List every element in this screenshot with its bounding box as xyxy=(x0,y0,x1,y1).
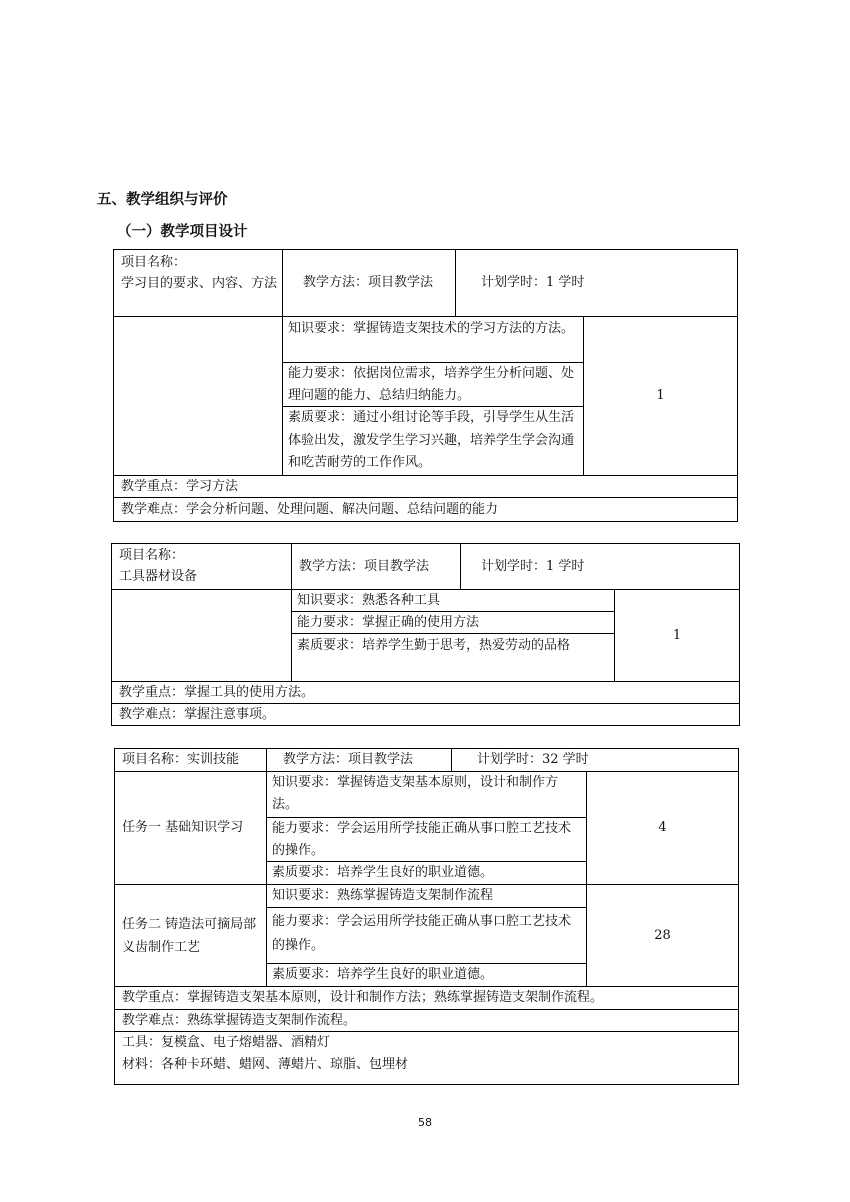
table3-method: 教学方法：项目教学法 xyxy=(283,752,414,767)
table3-key-point: 教学重点：掌握铸造支架基本原则，设计和制作方法；熟练掌握铸造支架制作流程。 xyxy=(122,990,604,1005)
table2-hours: 计划学时：1 学时 xyxy=(481,558,585,574)
table1-difficulty: 教学难点：学会分析问题、处理问题、解决问题、总结问题的能力 xyxy=(121,501,499,517)
table1-method: 教学方法：项目教学法 xyxy=(303,275,434,290)
task1-count: 4 xyxy=(658,820,667,835)
table1-key-point: 教学重点：学习方法 xyxy=(121,478,239,494)
task1-name: 任务一 基础知识学习 xyxy=(122,820,244,835)
task2-ability: 能力要求：学会运用所学技能正确从事口腔工艺技术的操作。 xyxy=(272,914,572,953)
table1-project-name: 项目名称： 学习目的要求、内容、方法 xyxy=(121,255,278,291)
page-number: 58 xyxy=(418,1116,432,1129)
table1-quality: 素质要求：通过小组讨论等手段，引导学生从生活体验出发，激发学生学习兴趣，培养学生学会沟通和吃苦耐劳的工作作风。 xyxy=(288,410,575,470)
task1-knowledge: 知识要求：掌握铸造支架基本原则，设计和制作方法。 xyxy=(272,775,559,812)
table2-key-point: 教学重点：掌握工具的使用方法。 xyxy=(119,684,315,700)
section-title: 五、教学组织与评价 xyxy=(97,192,228,208)
table3-project-name: 项目名称：实训技能 xyxy=(122,752,240,767)
task1-ability: 能力要求：学会运用所学技能正确从事口腔工艺技术的操作。 xyxy=(272,821,572,858)
table3-tools: 工具：复模盒、电子熔蜡器、酒精灯 xyxy=(122,1035,331,1050)
table2-quality: 素质要求：培养学生勤于思考，热爱劳动的品格 xyxy=(297,638,571,653)
table2-knowledge: 知识要求：熟悉各种工具 xyxy=(297,592,441,608)
table1-knowledge: 知识要求：掌握铸造支架技术的学习方法的方法。 xyxy=(288,321,575,336)
table2-method: 教学方法：项目教学法 xyxy=(299,558,430,574)
task2-name: 任务二 铸造法可摘局部义齿制作工艺 xyxy=(122,916,257,955)
task2-quality: 素质要求：培养学生良好的职业道德。 xyxy=(272,967,494,982)
table1-ability: 能力要求：依据岗位需求，培养学生分析问题、处理问题的能力、总结归纳能力。 xyxy=(288,366,575,403)
table1-hours: 计划学时：1 学时 xyxy=(481,275,585,290)
table2-count: 1 xyxy=(672,627,682,643)
table3-hours: 计划学时：32 学时 xyxy=(477,752,589,767)
table3-materials: 材料：各种卡环蜡、蜡网、薄蜡片、琼脂、包埋材 xyxy=(122,1057,409,1072)
subsection-title: （一）教学项目设计 xyxy=(117,224,248,240)
task1-quality: 素质要求：培养学生良好的职业道德。 xyxy=(272,865,494,880)
table3-difficulty: 教学难点：熟练掌握铸造支架制作流程。 xyxy=(122,1012,357,1028)
table1-count: 1 xyxy=(656,388,665,403)
task2-knowledge: 知识要求：熟练掌握铸造支架制作流程 xyxy=(272,888,494,903)
table2-ability: 能力要求：掌握正确的使用方法 xyxy=(297,614,480,630)
table2-project-name: 项目名称： 工具器材设备 xyxy=(119,548,198,584)
task2-count: 28 xyxy=(654,927,671,943)
table2-difficulty: 教学难点：掌握注意事项。 xyxy=(119,706,276,722)
